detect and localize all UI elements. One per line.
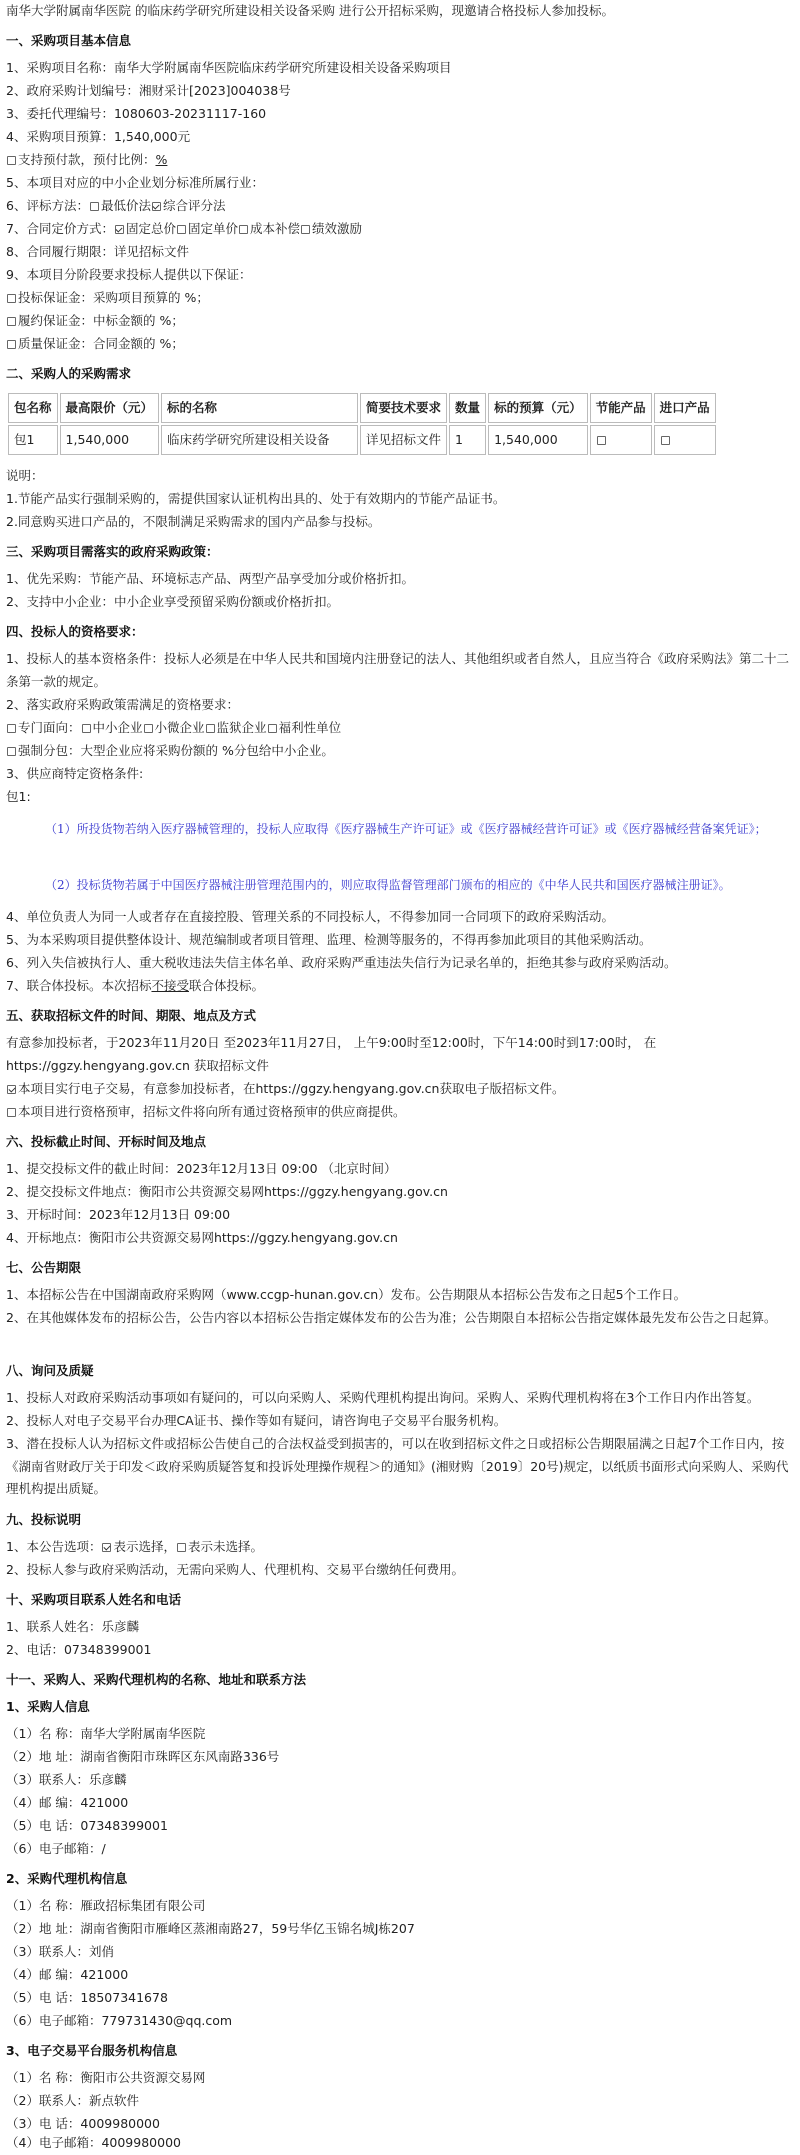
agency-address: （2）地 址：湖南省衡阳市雁峰区蒸湘南路27，59号华亿玉锦名城J栋207 <box>6 1921 415 1936</box>
guarantee-intro: 9、本项目分阶段要求投标人提供以下保证： <box>6 267 252 282</box>
special-for-checkbox[interactable] <box>7 724 16 733</box>
sme-support: 2、支持中小企业：中小企业享受预留采购份额或价格折扣。 <box>6 594 339 609</box>
prequalification-label: 本项目进行资格预审，招标文件将向所有通过资格预审的供应商提供。 <box>18 1104 406 1119</box>
section-2-title: 二、采购人的采购需求 <box>6 366 132 381</box>
document-url: https://ggzy.hengyang.gov.cn 获取招标文件 <box>6 1058 269 1073</box>
legend-label: 1、本公告选项： <box>6 1539 102 1554</box>
table-header: 包名称 <box>8 393 58 423</box>
table-cell: 1 <box>449 425 486 455</box>
table-cell: 详见招标文件 <box>360 425 447 455</box>
other-media: 2、在其他媒体发布的招标公告，公告内容以本招标公告指定媒体发布的公告为准；公告期限自本招标公告指定媒体最先发布公告之日起算。 <box>6 1310 777 1325</box>
same-responsible-rule: 4、单位负责人为同一人或者存在直接控股、管理关系的不同投标人，不得参加同一合同项下的政府采购活动。 <box>6 909 614 924</box>
section-3-title: 三、采购项目需落实的政府采购政策： <box>6 544 219 559</box>
prepay-label: 支持预付款，预付比例： <box>18 152 156 167</box>
document-period: 有意参加投标者，于2023年11月20日 至2023年11月27日， 上午9:00时至12:00时，下午14:00时到17:00时， 在 <box>6 1035 657 1050</box>
agency-contact: （3）联系人：刘俏 <box>6 1944 114 1959</box>
lowest-price-checkbox[interactable] <box>90 202 99 211</box>
section-11-title: 十一、采购人、采购代理机构的名称、地址和联系方法 <box>6 1672 307 1687</box>
agency-name: （1）名 称：雁政招标集团有限公司 <box>6 1898 206 1913</box>
special-for-line <box>6 717 790 740</box>
section-9-title: 九、投标说明 <box>6 1512 82 1527</box>
table-row <box>8 425 716 455</box>
platform-email: （4）电子邮箱：4009980000 <box>6 2135 181 2150</box>
opening-time: 3、开标时间：2023年12月13日 09:00 <box>6 1207 231 1222</box>
welfare-checkbox[interactable] <box>268 724 277 733</box>
prison-label: 监狱企业 <box>216 720 267 735</box>
sme-label: 中小企业 <box>92 720 143 735</box>
design-service-rule: 5、为本采购项目提供整体设计、规范编制或者项目管理、监理、检测等服务的，不得再参加此项目的其他采购活动。 <box>6 932 652 947</box>
table-header: 节能产品 <box>590 393 652 423</box>
prequalification <box>6 1101 790 1124</box>
comprehensive-score-checkbox[interactable] <box>152 202 161 211</box>
prepay-checkbox[interactable] <box>7 156 16 165</box>
purchaser-postcode: （4）邮 编：421000 <box>6 1795 129 1810</box>
table-cell: 1,540,000 <box>488 425 588 455</box>
table-header: 进口产品 <box>654 393 716 423</box>
purchaser-address: （2）地 址：湖南省衡阳市珠晖区东风南路336号 <box>6 1749 280 1764</box>
cost-compensation-checkbox[interactable] <box>239 225 248 234</box>
energy-saving-cell <box>590 425 652 455</box>
table-header: 标的名称 <box>161 393 358 423</box>
performance-guarantee-checkbox[interactable] <box>7 317 16 326</box>
pricing-label: 7、合同定价方式： <box>6 221 114 236</box>
section-8-title: 八、询问及质疑 <box>6 1363 94 1378</box>
table-cell: 1,540,000 <box>60 425 160 455</box>
forced-subcontract <box>6 740 790 763</box>
prepayment-line <box>6 149 790 172</box>
fixed-unit-label: 固定单价 <box>187 221 238 236</box>
project-name: 1、采购项目名称：南华大学附属南华医院临床药学研究所建设相关设备采购项目 <box>6 60 452 75</box>
ca-certificate-rule: 2、投标人对电子交易平台办理CA证书、操作等如有疑问，请咨询电子交易平台服务机构。 <box>6 1413 507 1428</box>
bid-guarantee <box>6 287 790 310</box>
plan-number: 2、政府采购计划编号：湘财采计[2023]004038号 <box>6 83 291 98</box>
electronic-trade-checkbox[interactable] <box>7 1085 16 1094</box>
table-cell: 临床药学研究所建设相关设备 <box>161 425 358 455</box>
electronic-trade <box>6 1078 790 1101</box>
challenge-rule: 3、潜在投标人认为招标文件或招标公告使自己的合法权益受到损害的，可以在收到招标文件之日或招标公告期限届满之日起7个工作日内，按《湖南省财政厅关于印发＜政府采购质疑答复和投诉处理操作规程＞的通知》(湘财购〔2019〕20号)规定，以纸质书面形式向采购人、采购代理机构提出质疑。 <box>6 1436 789 1496</box>
bid-guarantee-label: 投标保证金：采购项目预算的 %； <box>18 290 209 305</box>
agency-postcode: （4）邮 编：421000 <box>6 1967 129 1982</box>
publish-platform: 1、本招标公告在中国湖南政府采购网（www.ccgp-hunan.gov.cn）发布。公告期限从本招标公告发布之日起5个工作日。 <box>6 1287 687 1302</box>
legend-unchecked-label: 表示未选择。 <box>187 1539 263 1554</box>
no-fee-rule: 2、投标人参与政府采购活动，无需向采购人、代理机构、交易平台缴纳任何费用。 <box>6 1562 464 1577</box>
quality-guarantee <box>6 333 790 356</box>
table-header: 数量 <box>449 393 486 423</box>
platform-name: （1）名 称：衡阳市公共资源交易网 <box>6 2070 206 2085</box>
consortium-prefix: 7、联合体投标。本次招标 <box>6 978 152 993</box>
specific-qualification: 3、供应商特定资格条件: <box>6 766 144 781</box>
performance-incentive-checkbox[interactable] <box>301 225 310 234</box>
section-4-title: 四、投标人的资格要求： <box>6 624 144 639</box>
intro-text: 南华大学附属南华医院 的临床药学研究所建设相关设备采购 进行公开招标采购，现邀请合格投标人参加投标。 <box>6 3 614 18</box>
policy-qualification: 2、落实政府采购政策需满足的资格要求： <box>6 697 239 712</box>
legend-checked-label: 表示选择， <box>113 1539 176 1554</box>
platform-contact: （2）联系人：新点软件 <box>6 2093 139 2108</box>
welfare-label: 福利性单位 <box>278 720 342 735</box>
contract-pricing <box>6 218 790 241</box>
imported-cell <box>654 425 716 455</box>
platform-phone: （3）电 话：4009980000 <box>6 2116 160 2131</box>
bid-guarantee-checkbox[interactable] <box>7 294 16 303</box>
contract-period: 8、合同履行期限：详见招标文件 <box>6 244 189 259</box>
micro-checkbox[interactable] <box>144 724 153 733</box>
performance-guarantee-label: 履约保证金：中标金额的 %； <box>18 313 184 328</box>
cost-compensation-label: 成本补偿 <box>250 221 301 236</box>
comprehensive-score-label: 综合评分法 <box>162 198 226 213</box>
sme-checkbox[interactable] <box>82 724 91 733</box>
table-header: 标的预算（元） <box>488 393 588 423</box>
qualification-registration: （2）投标货物若属于中国医疗器械注册管理范围内的，则应取得监督管理部门颁布的相应的《中华人民共和国医疗器械注册证》。 <box>45 878 731 892</box>
purchaser-contact: （3）联系人：乐彦麟 <box>6 1772 127 1787</box>
lowest-price-label: 最低价法 <box>100 198 151 213</box>
package-label: 包1: <box>6 789 31 804</box>
table-header-row <box>8 393 716 423</box>
micro-label: 小微企业 <box>154 720 205 735</box>
forced-subcontract-label: 强制分包：大型企业应将采购份额的 %分包给中小企业。 <box>18 743 334 758</box>
agency-number: 3、委托代理编号：1080603-20231117-160 <box>6 106 267 121</box>
contact-phone: 2、电话：07348399001 <box>6 1642 152 1657</box>
legend-checked-checkbox <box>102 1543 111 1552</box>
section-7-title: 七、公告期限 <box>6 1260 82 1275</box>
table-header: 简要技术要求 <box>360 393 447 423</box>
prison-checkbox[interactable] <box>206 724 215 733</box>
performance-incentive-label: 绩效激励 <box>312 221 363 236</box>
electronic-trade-label: 本项目实行电子交易，有意参加投标者，在https://ggzy.hengyang.gov.cn获取电子版招标文件。 <box>18 1081 565 1096</box>
note-title: 说明： <box>6 468 44 483</box>
prepay-percent: % <box>155 152 168 167</box>
fixed-unit-checkbox[interactable] <box>177 225 186 234</box>
purchaser-info-title: 1、采购人信息 <box>6 1699 90 1714</box>
fixed-total-checkbox[interactable] <box>115 225 124 234</box>
qualification-medical-device: （1）所投货物若纳入医疗器械管理的，投标人应取得《医疗器械生产许可证》或《医疗器械经营许可证》或《医疗器械经营备案凭证》； <box>45 822 767 836</box>
quality-guarantee-label: 质量保证金：合同金额的 %； <box>18 336 184 351</box>
agency-phone: （5）电 话：18507341678 <box>6 1990 168 2005</box>
agency-email: （6）电子邮箱：779731430@qq.com <box>6 2013 233 2028</box>
submission-deadline: 1、提交投标文件的截止时间：2023年12月13日 09:00 （北京时间） <box>6 1161 397 1176</box>
blacklist-rule: 6、列入失信被执行人、重大税收违法失信主体名单、政府采购严重违法失信行为记录名单的，拒绝其参与政府采购活动。 <box>6 955 677 970</box>
imported-checkbox[interactable] <box>661 436 670 445</box>
project-budget: 4、采购项目预算：1,540,000元 <box>6 129 191 144</box>
purchaser-name: （1）名 称：南华大学附属南华医院 <box>6 1726 206 1741</box>
priority-purchase: 1、优先采购：节能产品、环境标志产品、两型产品享受加分或价格折扣。 <box>6 571 414 586</box>
section-10-title: 十、采购项目联系人姓名和电话 <box>6 1592 182 1607</box>
consortium-not-accepted: 不接受 <box>151 978 189 993</box>
evaluation-label: 6、评标方法： <box>6 198 89 213</box>
legend-line <box>6 1536 790 1559</box>
contact-name: 1、联系人姓名：乐彦麟 <box>6 1619 139 1634</box>
platform-info-title: 3、电子交易平台服务机构信息 <box>6 2043 178 2058</box>
forced-subcontract-checkbox[interactable] <box>7 747 16 756</box>
special-for-label: 专门面向： <box>18 720 81 735</box>
agency-info-title: 2、采购代理机构信息 <box>6 1871 128 1886</box>
table-cell: 包1 <box>8 425 58 455</box>
sme-industry: 5、本项目对应的中小企业划分标准所属行业： <box>6 175 264 190</box>
performance-guarantee <box>6 310 790 333</box>
note-energy: 1.节能产品实行强制采购的，需提供国家认证机构出具的、处于有效期内的节能产品证书。 <box>6 491 506 506</box>
evaluation-method <box>6 195 790 218</box>
consortium-suffix: 联合体投标。 <box>188 978 264 993</box>
consortium-rule <box>6 975 790 998</box>
submission-location: 2、提交投标文件地点：衡阳市公共资源交易网https://ggzy.hengyang.gov.cn <box>6 1184 448 1199</box>
inquiry-rule: 1、投标人对政府采购活动事项如有疑问的，可以向采购人、采购代理机构提出询问。采购人、采购代理机构将在3个工作日内作出答复。 <box>6 1390 760 1405</box>
quality-guarantee-checkbox[interactable] <box>7 340 16 349</box>
opening-location: 4、开标地点：衡阳市公共资源交易网https://ggzy.hengyang.gov.cn <box>6 1230 398 1245</box>
energy-saving-checkbox[interactable] <box>597 436 606 445</box>
legend-unchecked-checkbox <box>177 1543 186 1552</box>
purchaser-phone: （5）电 话：07348399001 <box>6 1818 168 1833</box>
section-5-title: 五、获取招标文件的时间、期限、地点及方式 <box>6 1008 257 1023</box>
section-1-title: 一、采购项目基本信息 <box>6 33 132 48</box>
prequalification-checkbox[interactable] <box>7 1108 16 1117</box>
basic-qualification: 1、投标人的基本资格条件：投标人必须是在中华人民共和国境内注册登记的法人、其他组织或者自然人，且应当符合《政府采购法》第二十二条第一款的规定。 <box>6 651 789 689</box>
section-6-title: 六、投标截止时间、开标时间及地点 <box>6 1134 207 1149</box>
note-imported: 2.同意购买进口产品的，不限制满足采购需求的国内产品参与投标。 <box>6 514 381 529</box>
table-header: 最高限价（元） <box>60 393 160 423</box>
procurement-table <box>6 391 718 457</box>
fixed-total-label: 固定总价 <box>125 221 176 236</box>
purchaser-email: （6）电子邮箱：/ <box>6 1841 106 1856</box>
